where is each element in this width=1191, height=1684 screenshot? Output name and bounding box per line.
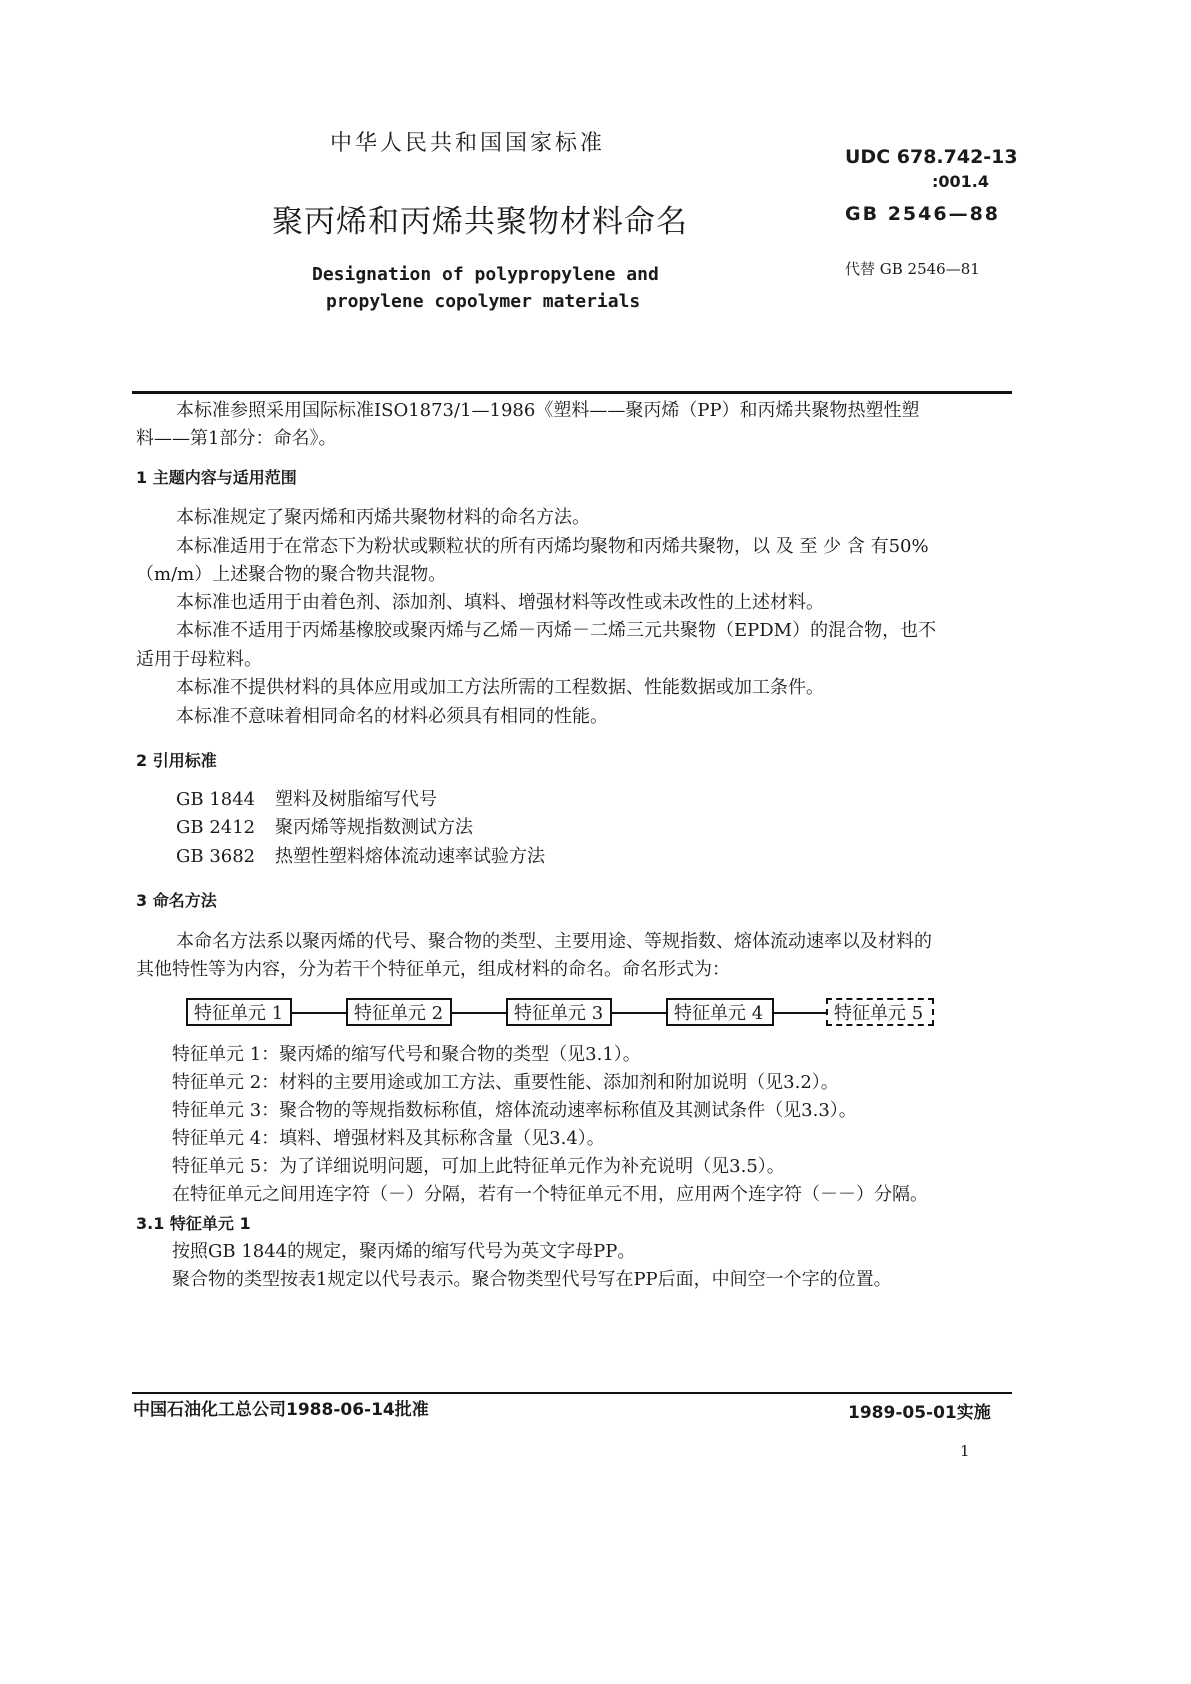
udc-code-suffix: :001.4: [932, 172, 990, 191]
page-number: 1: [960, 1442, 970, 1460]
ref-title: 热塑性塑料熔体流动速率试验方法: [275, 846, 545, 867]
feature-unit-box: 特征单元 4: [666, 998, 774, 1026]
feature-unit-description: 特征单元 1：聚丙烯的缩写代号和聚合物的类型（见3.1）。: [172, 1044, 641, 1065]
feature-unit-description: 特征单元 5：为了详细说明问题，可加上此特征单元作为补充说明（见3.5）。: [172, 1156, 785, 1177]
approval-note: 中国石油化工总公司1988-06-14批准: [133, 1400, 429, 1420]
udc-code: UDC 678.742-13: [845, 146, 1018, 168]
section3-line2: 其他特性等为内容，分为若干个特征单元，组成材料的命名。命名形式为：: [136, 959, 730, 980]
feature-unit-box: 特征单元 2: [346, 998, 452, 1026]
feature-unit-description: 特征单元 2：材料的主要用途或加工方法、重要性能、添加剂和附加说明（见3.2）。: [172, 1072, 839, 1093]
section1-line: 本标准不意味着相同命名的材料必须具有相同的性能。: [176, 706, 608, 727]
section2-heading: 2 引用标准: [136, 751, 217, 770]
title-en-line1: Designation of polypropylene and: [312, 264, 659, 285]
section31-heading: 3.1 特征单元 1: [136, 1214, 251, 1233]
title-en-line2: propylene copolymer materials: [326, 291, 641, 312]
feature-unit-box: 特征单元 3: [506, 998, 612, 1026]
feature-unit-description: 特征单元 3：聚合物的等规指数标称值，熔体流动速率标称值及其测试条件（见3.3）。: [172, 1100, 857, 1121]
header-rule: [132, 391, 1012, 394]
feature-unit-box-optional: 特征单元 5: [826, 998, 934, 1026]
ref-code: GB 2412: [176, 817, 256, 838]
section31-line2: 聚合物的类型按表1规定以代号表示。聚合物类型代号写在PP后面，中间空一个字的位置。: [172, 1269, 892, 1290]
section3-heading: 3 命名方法: [136, 891, 217, 910]
section1-line: 本标准不提供材料的具体应用或加工方法所需的工程数据、性能数据或加工条件。: [176, 677, 824, 698]
ref-code: GB 3682: [176, 846, 256, 867]
ref-code: GB 1844: [176, 789, 256, 810]
section1-line: 本标准规定了聚丙烯和丙烯共聚物材料的命名方法。: [176, 507, 590, 528]
intro-line2: 料——第1部分：命名》。: [136, 428, 337, 449]
section1-line: 本标准适用于在常态下为粉状或颗粒状的所有丙烯均聚物和丙烯共聚物，以 及 至 少 含 有50%: [176, 536, 929, 557]
feature-unit-box: 特征单元 1: [186, 998, 292, 1026]
section1-line: 本标准也适用于由着色剂、添加剂、填料、增强材料等改性或未改性的上述材料。: [176, 592, 824, 613]
connector-line: [452, 1012, 506, 1014]
section1-line: （m/m）上述聚合物的聚合物共混物。: [136, 564, 447, 585]
replaces-standard: 代替 GB 2546—81: [845, 260, 980, 278]
section31-line1: 按照GB 1844的规定，聚丙烯的缩写代号为英文字母PP。: [172, 1241, 636, 1262]
gb-number: GB 2546—88: [845, 203, 1001, 225]
national-standard-label: 中华人民共和国国家标准: [330, 131, 606, 156]
section1-line: 本标准不适用于丙烯基橡胶或聚丙烯与乙烯－丙烯－二烯三元共聚物（EPDM）的混合物，也不: [176, 620, 937, 641]
connector-line: [612, 1012, 666, 1014]
effective-date: 1989-05-01实施: [848, 1403, 991, 1423]
connector-line: [292, 1012, 346, 1014]
title-cn: 聚丙烯和丙烯共聚物材料命名: [272, 204, 688, 240]
footer-rule: [132, 1392, 1012, 1394]
section1-line: 适用于母粒料。: [136, 649, 262, 670]
connector-line: [774, 1012, 826, 1014]
ref-title: 聚丙烯等规指数测试方法: [275, 817, 473, 838]
feature-unit-description: 特征单元 4：填料、增强材料及其标称含量（见3.4）。: [172, 1128, 605, 1149]
separator-rule: 在特征单元之间用连字符（－）分隔，若有一个特征单元不用，应用两个连字符（－－）分隔。: [172, 1184, 928, 1205]
intro-line1: 本标准参照采用国际标准ISO1873/1—1986《塑料——聚丙烯（PP）和丙烯共聚物热塑性塑: [176, 400, 920, 421]
section1-heading: 1 主题内容与适用范围: [136, 468, 297, 487]
section3-line1: 本命名方法系以聚丙烯的代号、聚合物的类型、主要用途、等规指数、熔体流动速率以及材料的: [176, 931, 932, 952]
ref-title: 塑料及树脂缩写代号: [275, 789, 437, 810]
